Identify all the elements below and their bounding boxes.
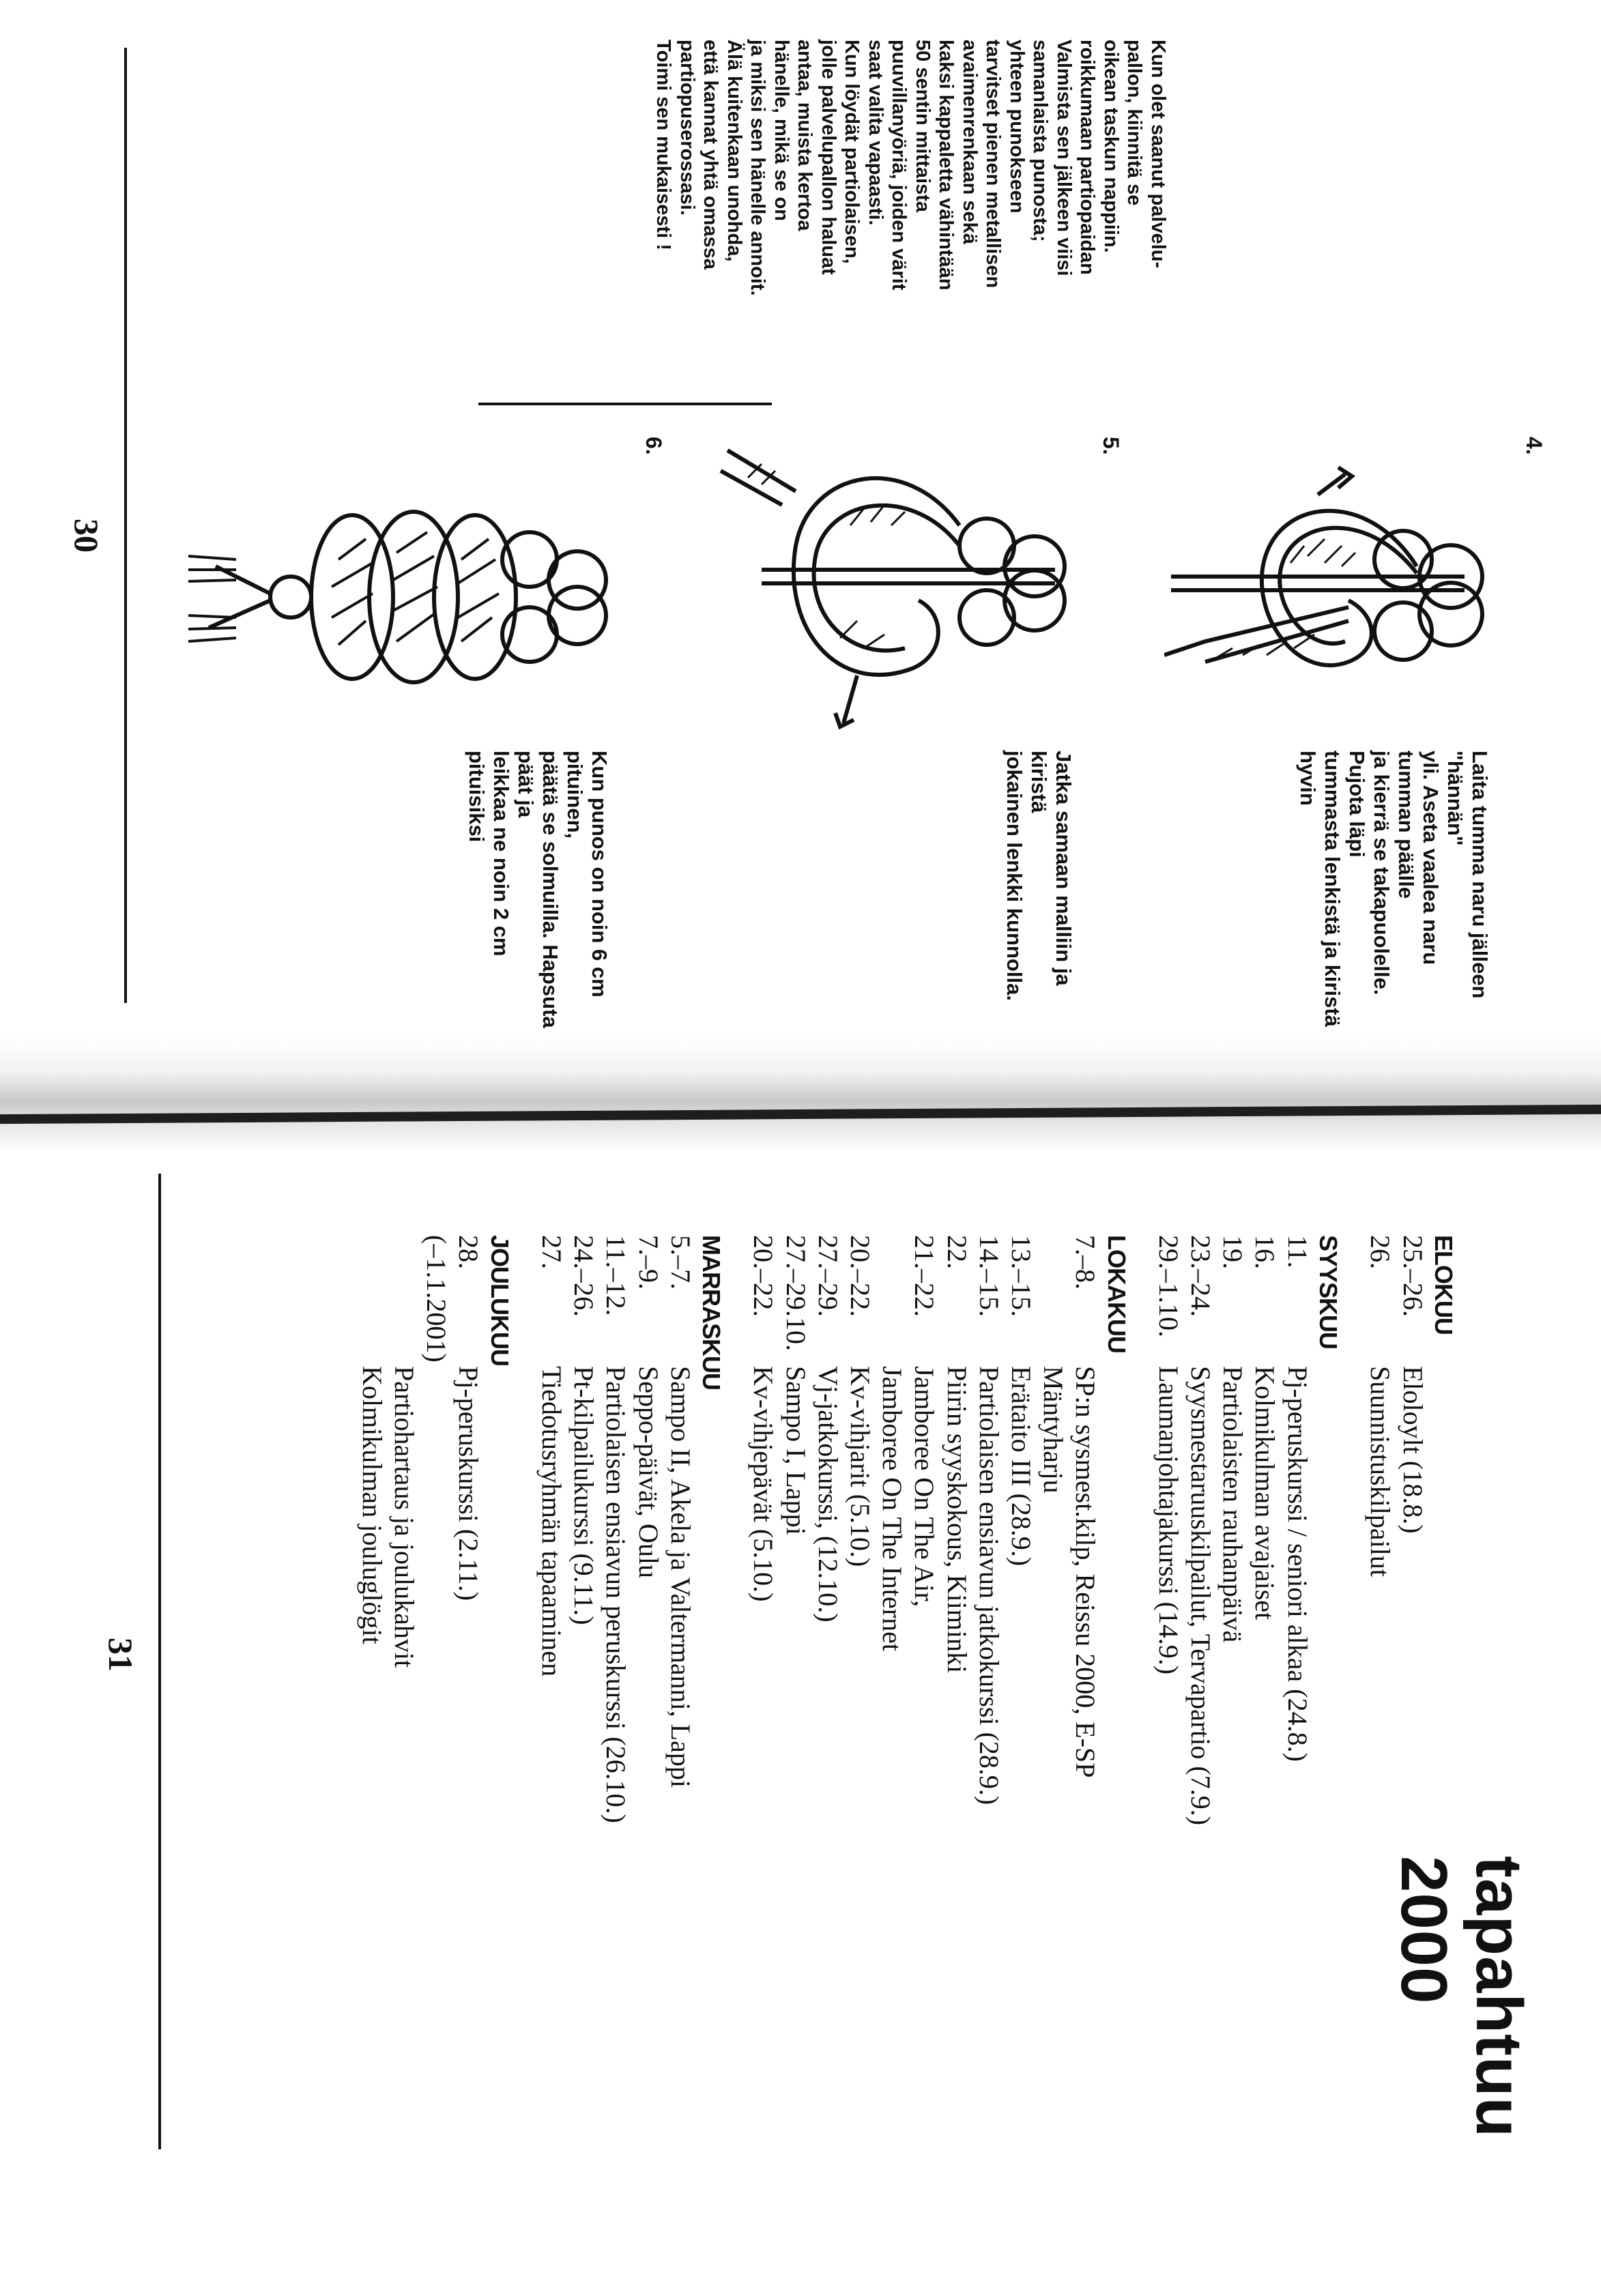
braid-illustration-step-4 xyxy=(1164,437,1492,751)
event-row xyxy=(1364,1235,1396,2122)
event-row xyxy=(1153,1235,1185,2122)
event-text: Jamboree On The Air, xyxy=(909,1366,940,1608)
event-row xyxy=(1185,1235,1217,2122)
event-text: Erätaito III (28.9.) xyxy=(1005,1366,1037,1567)
event-text: Piirin syyskokous, Kiiminki xyxy=(941,1366,972,1674)
page-number: 30 xyxy=(68,519,106,553)
right-page xyxy=(4,1133,1601,2197)
event-date: 19. xyxy=(1217,1235,1249,1269)
page-title: tapahtuu 2000 xyxy=(1387,1856,1535,2138)
event-row xyxy=(388,1235,420,2122)
event-text: Jamboree On The Internet xyxy=(877,1366,908,1651)
event-date xyxy=(876,1235,908,1366)
event-text: Tiedotusryhmän tapaaminen xyxy=(536,1366,567,1677)
event-row xyxy=(973,1235,1005,2122)
event-date: 11. xyxy=(1282,1235,1313,1268)
event-date: 27. xyxy=(536,1235,567,1269)
braid-illustration-step-5 xyxy=(714,409,1082,751)
event-date: 28. xyxy=(453,1235,485,1269)
event-date: 24.–26. xyxy=(568,1235,600,1317)
event-text: Kolmikulman jouluglögit xyxy=(356,1366,388,1644)
event-date: 25.–26. xyxy=(1397,1235,1428,1317)
event-text: Pt-kilpailukurssi (9.11.) xyxy=(568,1366,600,1625)
event-row xyxy=(568,1235,600,2122)
page-number: 31 xyxy=(102,1638,140,1672)
event-date: (–1.1.2001) xyxy=(421,1235,452,1363)
month-heading: JOULUKUU xyxy=(485,1235,514,1367)
event-date: 27.–29. xyxy=(812,1235,843,1317)
event-row xyxy=(356,1235,388,2122)
bottom-rule xyxy=(124,48,127,1003)
month-heading: MARRASKUU xyxy=(697,1235,726,1390)
event-date xyxy=(356,1235,388,1366)
month-heading: LOKAKUU xyxy=(1102,1235,1131,1353)
event-text: Eloloylt (18.8.) xyxy=(1397,1366,1428,1534)
event-date: 27.–29.10. xyxy=(780,1235,811,1351)
event-text: Partiohartaus ja joulukahvit xyxy=(388,1366,420,1668)
event-date: 13.–15. xyxy=(1005,1235,1037,1317)
event-date: 11.–12. xyxy=(601,1235,632,1316)
event-row xyxy=(876,1235,908,2122)
event-date: 26. xyxy=(1365,1235,1396,1269)
event-date xyxy=(1037,1235,1069,1366)
step-4-number: 4. xyxy=(1522,437,1546,455)
step-4-text: Laita tumma naru jälleen "hännän" yli. Aseta vaalea naru tumman päälle ja kierrä se takapuolelle. Pujota läpi tummasta lenkistä ja kiristä hyvin xyxy=(1296,751,1492,1027)
event-row xyxy=(747,1235,779,2122)
step-5-text: Jatka samaan malliin ja kiristä jokainen lenkki kunnolla. xyxy=(1003,751,1076,1001)
event-row xyxy=(420,1235,452,2122)
event-row xyxy=(1069,1235,1101,2122)
month-heading: ELOKUU xyxy=(1430,1235,1458,1335)
event-text: Mäntyharju xyxy=(1038,1366,1069,1494)
event-row xyxy=(908,1235,940,2122)
event-row xyxy=(1249,1235,1281,2122)
event-date: 23.–24. xyxy=(1185,1235,1217,1317)
event-date: 29.–1.10. xyxy=(1153,1235,1184,1337)
event-row xyxy=(632,1235,664,2122)
event-date: 20.–22. xyxy=(748,1235,779,1317)
event-text: SP:n sysmest.kilp, Reissu 2000, E-SP xyxy=(1070,1366,1101,1778)
event-text: Syysmestaruuskilpailut, Tervapartio (7.9.) xyxy=(1185,1366,1217,1826)
event-row xyxy=(1396,1235,1428,2122)
intro-text: Kun olet saanut palvelu- pallon, kiinnitä se oikean taskun nappiin. roikkumaan partiopaidan Valmista sen jälkeen viisi samanlaista punosta; yhteen punokseen tarvitset pienen metallisen avaimenrenkaan sekä kaksi kappaletta vähintään 50 sentin mittaista puuvillanyöriä, joiden värit saat valita vapaasti. Kun löydät partiolaisen, jolle palvelupallon haluat antaa, muista kertoa hänelle, mikä se on ja miksi sen hänelle annoit. Älä kuitenkaan unohda, että kannat yhtä omassa partiopuserossasi. Toimi sen mukaisesti ! xyxy=(652,40,1169,296)
event-text: Laumanjohtajakurssi (14.9.) xyxy=(1153,1366,1184,1675)
event-text: Partiolaisen ensiavun peruskurssi (26.10.) xyxy=(601,1366,632,1823)
event-row xyxy=(600,1235,632,2122)
month-heading: SYYSKUU xyxy=(1314,1235,1343,1350)
bottom-rule xyxy=(158,1174,161,2149)
braid-illustration-step-6 xyxy=(182,437,618,751)
event-text: Vj-jatkokurssi, (12.10.) xyxy=(812,1366,843,1623)
step-6-text: Kun punos on noin 6 cm pituinen, päätä se solmuilla. Hapsuta päät ja leikkaa ne noin 2 cm pituisiksi xyxy=(465,751,611,1028)
event-date: 7.–8. xyxy=(1070,1235,1101,1290)
event-text: Kv-vihjarit (5.10.) xyxy=(844,1366,876,1567)
event-row xyxy=(812,1235,844,2122)
event-date: 14.–15. xyxy=(973,1235,1005,1317)
event-row xyxy=(1005,1235,1037,2122)
event-text: Sampo II, Akela ja Valtermanni, Lappi xyxy=(665,1366,696,1788)
event-text: Sampo I, Lappi xyxy=(780,1366,811,1535)
event-row xyxy=(452,1235,485,2122)
step-5-number: 5. xyxy=(1099,437,1123,455)
event-date: 16. xyxy=(1250,1235,1281,1269)
event-row xyxy=(665,1235,697,2122)
event-text xyxy=(420,1366,452,2122)
event-date xyxy=(388,1235,420,1366)
event-row xyxy=(940,1235,972,2122)
event-date: 5.–7. xyxy=(665,1235,696,1290)
event-text: Partiolaisten rauhanpäivä xyxy=(1217,1366,1249,1643)
column-rule xyxy=(478,403,772,405)
event-row xyxy=(1282,1235,1314,2122)
event-text: Partiolaisen ensiavun jatkokurssi (28.9.) xyxy=(973,1366,1005,1805)
event-schedule xyxy=(356,1235,1458,2122)
event-text: Kolmikulman avajaiset xyxy=(1250,1366,1281,1621)
event-row xyxy=(844,1235,876,2122)
event-date: 20.–22. xyxy=(844,1235,876,1317)
event-text: Seppo-päivät, Oulu xyxy=(633,1366,664,1579)
event-row xyxy=(1217,1235,1249,2122)
left-page xyxy=(4,0,1601,1064)
event-row xyxy=(536,1235,568,2122)
event-date: 22. xyxy=(941,1235,972,1269)
step-6-number: 6. xyxy=(641,437,666,455)
event-date: 7.–9. xyxy=(633,1235,664,1290)
event-text: Kv-vihjepävät (5.10.) xyxy=(748,1366,779,1602)
event-row xyxy=(1037,1235,1069,2122)
event-row xyxy=(779,1235,811,2122)
event-date: 21.–22. xyxy=(909,1235,940,1317)
event-text: Pj-peruskurssi (2.11.) xyxy=(453,1366,485,1601)
event-text: Suunnistuskilpailut xyxy=(1365,1366,1396,1577)
event-text: Pj-peruskurssi / seniori alkaa (24.8.) xyxy=(1282,1366,1313,1762)
